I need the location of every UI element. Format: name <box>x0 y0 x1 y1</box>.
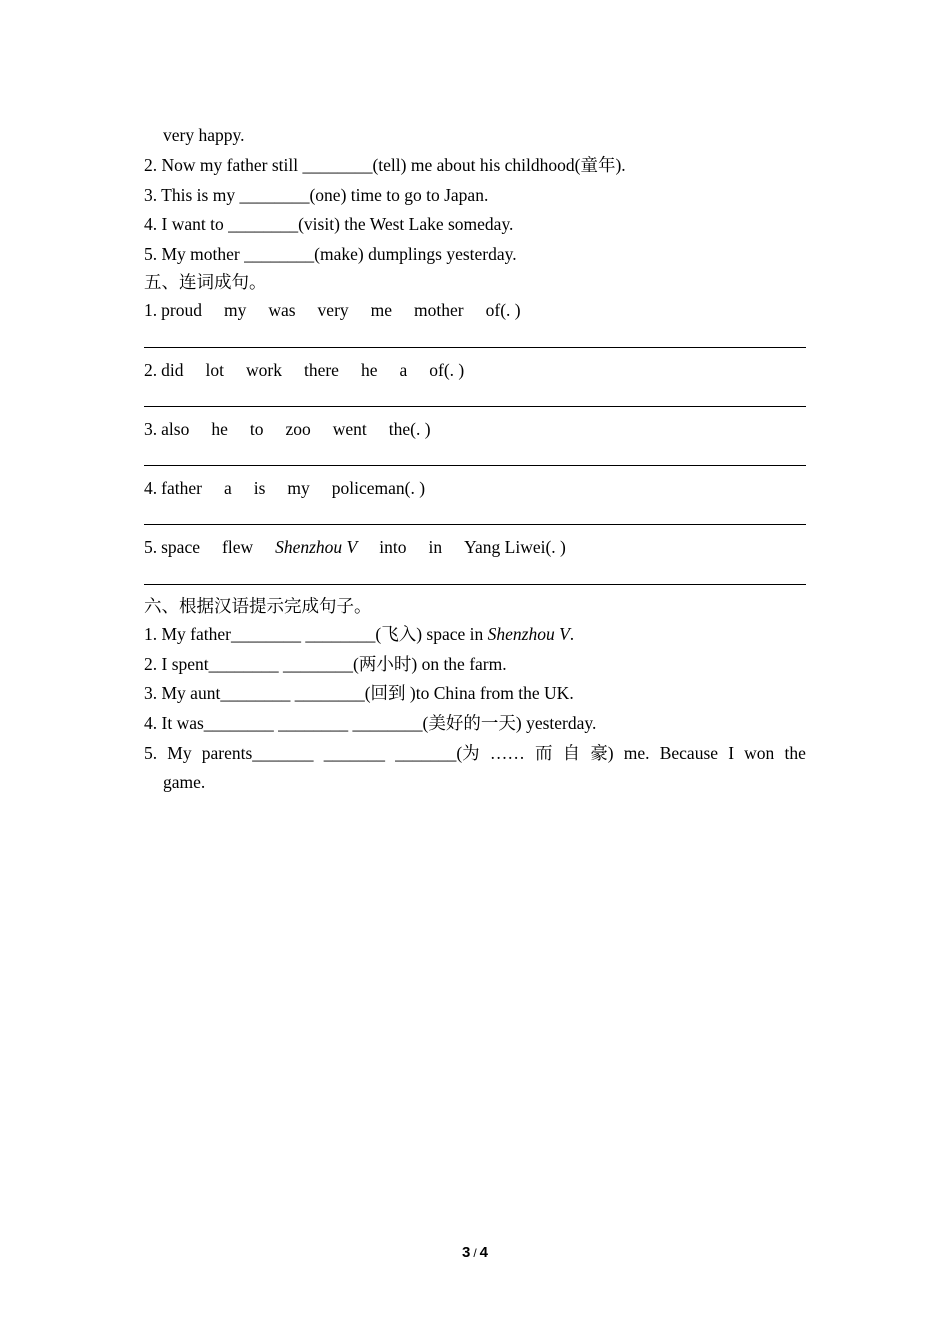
translate-item-3: 3. My aunt________ ________(回到 )to China from the UK. <box>144 683 574 703</box>
answer-blank[interactable]: ________ ________ ________ <box>203 713 423 733</box>
translate-item-4: 4. It was________ ________ ________(美好的一天) yesterday. <box>144 713 597 733</box>
intro-continuation: very happy. <box>163 125 245 145</box>
word-order-item-4: 4. father a is my policeman(. ) <box>144 478 426 498</box>
fill-item-2: 2. Now my father still ________(tell) me about his childhood(童年). <box>144 155 626 175</box>
section-5-heading: 五、连词成句。 <box>144 272 267 292</box>
fill-item-3: 3. This is my ________(one) time to go to Japan. <box>144 185 489 205</box>
answer-blank[interactable]: ________ <box>244 244 315 264</box>
answer-line[interactable] <box>144 347 806 348</box>
answer-blank[interactable]: _______ <box>323 743 385 763</box>
answer-line[interactable] <box>144 524 806 525</box>
answer-line[interactable] <box>144 465 806 466</box>
translate-item-5-continuation: game. <box>163 772 206 792</box>
answer-line[interactable] <box>144 406 806 407</box>
answer-blank[interactable]: ________ <box>302 155 373 175</box>
word-order-item-3: 3. also he to zoo went the(. ) <box>144 419 431 439</box>
answer-blank[interactable]: parents_______ <box>201 743 314 763</box>
answer-blank[interactable]: ________ ________ <box>220 683 365 703</box>
section-6-heading: 六、根据汉语提示完成句子。 <box>144 596 372 616</box>
fill-item-4: 4. I want to ________(visit) the West Lake someday. <box>144 214 514 234</box>
answer-blank[interactable]: ________ ________ <box>208 654 354 674</box>
answer-blank[interactable]: ________ <box>239 185 310 205</box>
fill-item-5: 5. My mother ________(make) dumplings yesterday. <box>144 244 517 264</box>
page-number: 3 / 4 <box>461 1244 489 1261</box>
word-order-item-2: 2. did lot work there he a of(. ) <box>144 360 465 380</box>
translate-item-1: 1. My father________ ________(飞入) space in Shenzhou V. <box>144 624 575 644</box>
answer-blank[interactable]: _______(为 <box>395 743 480 763</box>
word-order-item-1: 1. proud my was very me mother of(. ) <box>144 300 521 320</box>
answer-line[interactable] <box>144 584 806 585</box>
translate-item-5: 5. My parents_______ _______ _______(为 …… 而 自 豪) me. Because I won the <box>144 743 806 763</box>
translate-item-2: 2. I spent________ ________(两小时) on the farm. <box>144 654 507 674</box>
answer-blank[interactable]: ________ ________ <box>231 624 376 644</box>
answer-blank[interactable]: ________ <box>228 214 299 234</box>
word-order-item-5: 5. space flew Shenzhou V into in Yang Liwei(. ) <box>144 537 566 557</box>
